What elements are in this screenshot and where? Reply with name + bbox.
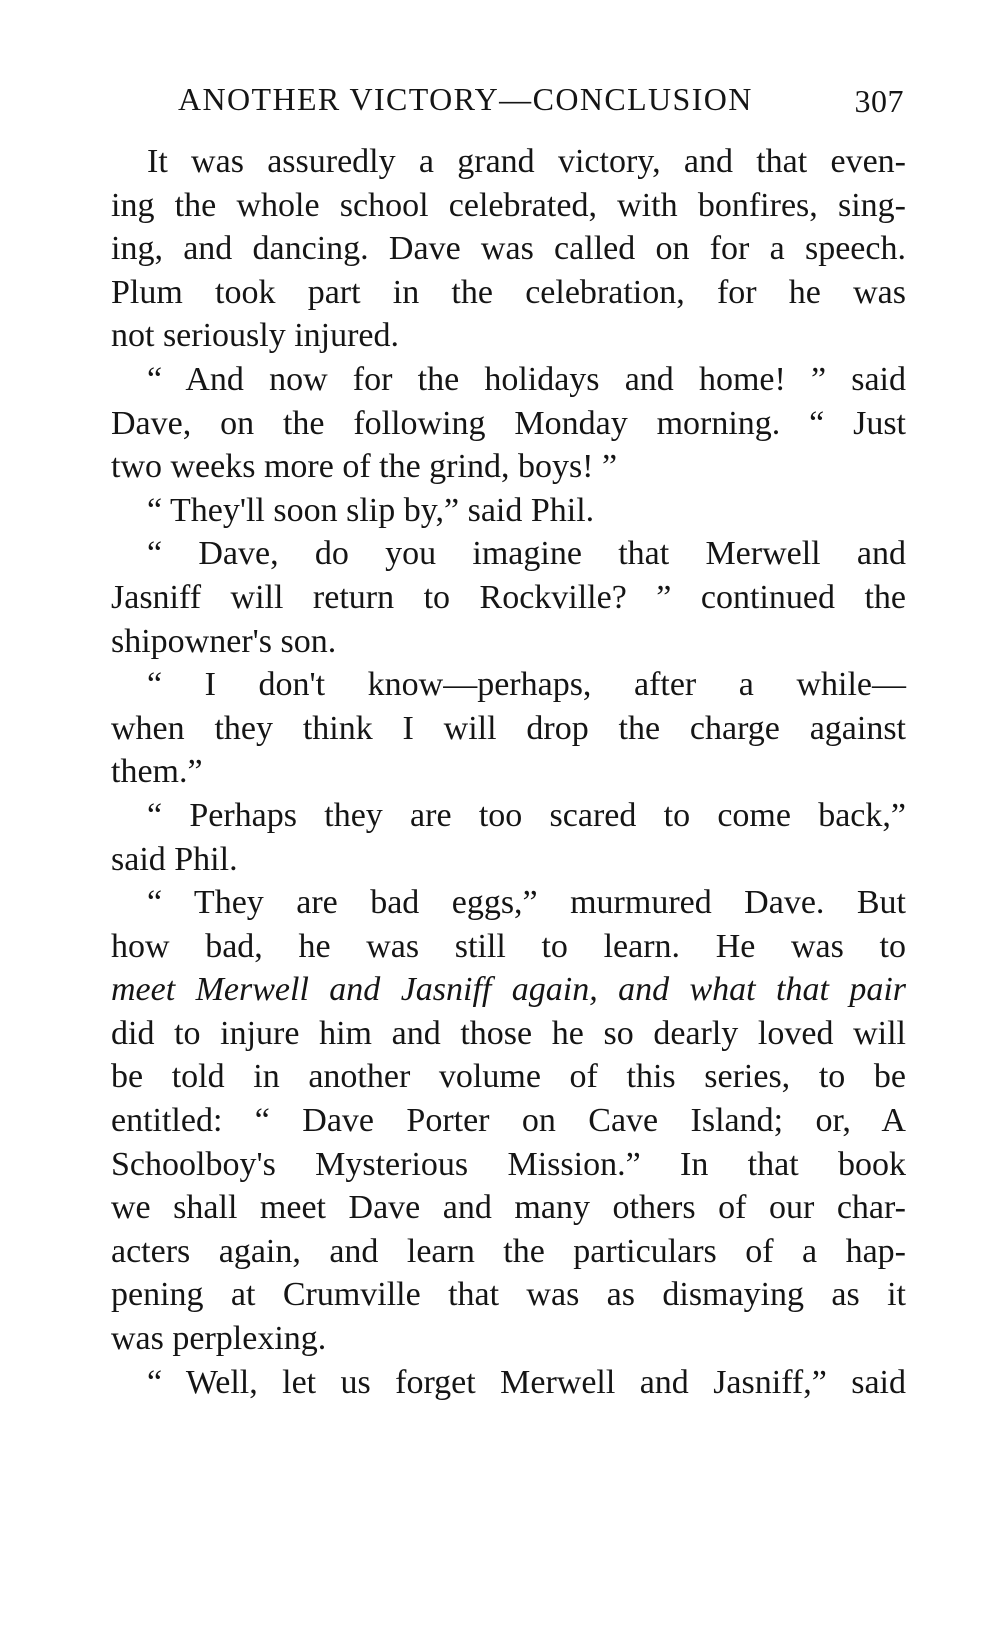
text-line [111,1143,906,1187]
text-line-content: entitled: “ Dave Porter on Cave Island; or, A [111,1102,906,1140]
text-line-content: was perplexing. [111,1320,327,1358]
text-line-content: meet Merwell and Jasniff again, and what that pair [111,971,906,1009]
text-line-content: “ They'll soon slip by,” said Phil. [147,491,595,529]
text-line [111,1012,906,1056]
text-line [111,663,906,707]
text-line [111,1361,906,1405]
text-line-content: ing, and dancing. Dave was called on for a speech. [111,230,906,268]
body-text [111,140,906,1404]
text-line [111,1273,906,1317]
text-line [111,1186,906,1230]
text-line [111,532,906,576]
text-line-content: Schoolboy's Mysterious Mission.” In that book [111,1145,906,1183]
text-line [111,184,906,228]
text-line-content: “ They are bad eggs,” murmured Dave. But [147,884,906,922]
text-line-content: It was assuredly a grand victory, and that even- [147,143,906,180]
text-line [111,1055,906,1099]
text-line-content: not seriously injured. [111,317,400,355]
text-line-content: “ Perhaps they are too scared to come back,” [147,796,906,834]
text-line-content: “ Dave, do you imagine that Merwell and [147,535,906,573]
text-line [111,620,906,664]
text-line-content: ing the whole school celebrated, with bonfires, sing- [111,186,906,224]
text-line [111,576,906,620]
text-line [111,445,906,489]
text-line-content: acters again, and learn the particulars of a hap- [111,1232,906,1270]
text-line [111,314,906,358]
text-line [111,489,906,533]
text-line [111,140,906,184]
text-line-content: Plum took part in the celebration, for he was [111,273,906,311]
text-line-content: be told in another volume of this series, to be [111,1058,906,1096]
text-line [111,881,906,925]
text-line-content: said Phil. [111,840,238,878]
text-line-content: how bad, he was still to learn. He was to [111,927,906,965]
chapter-title: ANOTHER VICTORY—CONCLUSION [178,81,753,117]
text-line-content: them.” [111,753,203,791]
text-line-content: “ Well, let us forget Merwell and Jasniff,” said [147,1363,906,1401]
text-line [111,1317,906,1361]
text-line-content: two weeks more of the grind, boys! ” [111,448,618,486]
text-line [111,925,906,969]
text-line-content: Jasniff will return to Rockville? ” continued the [111,578,906,616]
text-line [111,402,906,446]
text-line [111,358,906,402]
text-line [111,794,906,838]
text-line [111,271,906,315]
text-line-content: “ I don't know—perhaps, after a while— [147,666,906,704]
text-line [111,227,906,271]
text-line-content: did to injure him and those he so dearly loved will [111,1014,906,1052]
running-head [160,74,904,124]
text-line [111,750,906,794]
text-line [111,1230,906,1274]
text-line [111,1099,906,1143]
text-line [111,838,906,882]
text-line-content: “ And now for the holidays and home! ” said [147,360,906,398]
page-number: 307 [854,83,904,119]
text-line-content: Dave, on the following Monday morning. “ Just [111,404,906,442]
text-line-content: when they think I will drop the charge against [111,709,906,747]
text-line-content: we shall meet Dave and many others of our char- [111,1189,906,1227]
text-line [111,707,906,751]
text-line-content: shipowner's son. [111,622,337,660]
text-line [111,968,906,1012]
text-line-content: pening at Crumville that was as dismaying as it [111,1276,906,1314]
